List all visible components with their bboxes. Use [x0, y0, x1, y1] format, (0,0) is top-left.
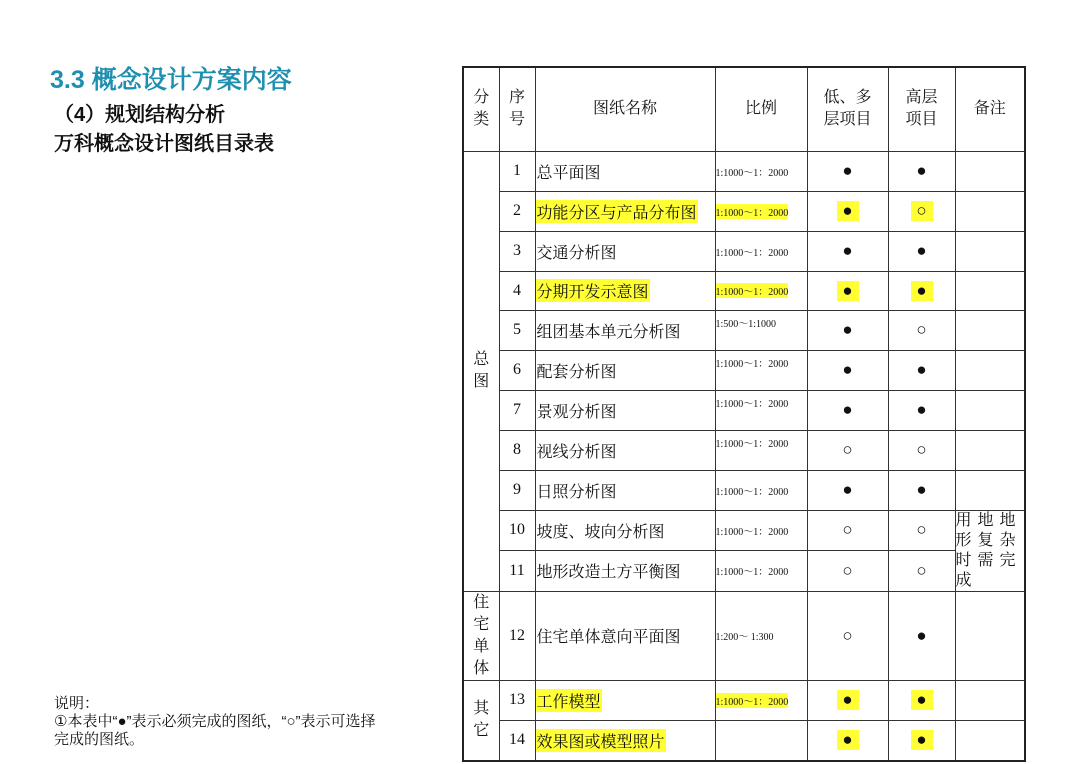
row-number: 10: [499, 510, 535, 550]
drawing-ratio: 1:1000～1：2000: [715, 231, 807, 271]
drawing-name: 效果图或模型照片: [535, 720, 715, 761]
table-row: [463, 310, 1025, 350]
remark-terrain: 用地地形复杂时需完成: [955, 510, 1025, 591]
drawing-ratio: 1:500～1:1000: [715, 310, 807, 350]
high-rise-requirement: ○: [888, 430, 955, 470]
drawing-name: 景观分析图: [535, 390, 715, 430]
table-row: [463, 430, 1025, 470]
remark-cell: [955, 231, 1025, 271]
section-title: 3.3 概念设计方案内容: [50, 66, 292, 94]
row-number: 2: [499, 191, 535, 231]
drawing-name: 配套分析图: [535, 350, 715, 390]
table-row: [463, 151, 1025, 191]
low-rise-requirement: ○: [807, 430, 888, 470]
drawing-name: 工作模型: [535, 680, 715, 720]
drawing-ratio: 1:1000～1：2000: [715, 390, 807, 430]
remark-cell: [955, 720, 1025, 761]
table-row: [463, 231, 1025, 271]
category-master-plan: 总图: [463, 151, 499, 591]
remark-cell: [955, 390, 1025, 430]
remark-cell: [955, 430, 1025, 470]
subtitle-structure-analysis: （4）规划结构分析: [54, 104, 226, 126]
drawing-name: 功能分区与产品分布图: [535, 191, 715, 231]
notes: [54, 695, 454, 749]
low-rise-requirement: ●: [807, 310, 888, 350]
low-rise-requirement: ●: [807, 680, 888, 720]
header-ratio: 比例: [715, 67, 807, 151]
high-rise-requirement: ○: [888, 310, 955, 350]
remark-cell: [955, 591, 1025, 680]
row-number: 14: [499, 720, 535, 761]
low-rise-requirement: ○: [807, 510, 888, 550]
high-rise-requirement: ○: [888, 191, 955, 231]
header-remark: 备注: [955, 67, 1025, 151]
notes-line-1: ①本表中“●”表示必须完成的图纸，“○”表示可选择: [54, 713, 376, 730]
high-rise-requirement: ●: [888, 680, 955, 720]
table-row: [463, 591, 1025, 680]
remark-cell: [955, 151, 1025, 191]
remark-cell: [955, 310, 1025, 350]
remark-cell: [955, 191, 1025, 231]
drawing-name: 总平面图: [535, 151, 715, 191]
row-number: 4: [499, 271, 535, 310]
low-rise-requirement: ○: [807, 550, 888, 591]
drawing-ratio: 1:1000～1：2000: [715, 550, 807, 591]
row-number: 13: [499, 680, 535, 720]
high-rise-requirement: ●: [888, 231, 955, 271]
low-rise-requirement: ●: [807, 191, 888, 231]
low-rise-requirement: ●: [807, 720, 888, 761]
table-row: [463, 390, 1025, 430]
high-rise-requirement: ●: [888, 470, 955, 510]
notes-heading: 说明：: [54, 695, 100, 712]
drawing-ratio: 1:1000～1：2000: [715, 680, 807, 720]
drawing-ratio: 1:1000～1：2000: [715, 191, 807, 231]
drawing-name: 日照分析图: [535, 470, 715, 510]
drawing-ratio: 1:1000～1：2000: [715, 470, 807, 510]
row-number: 9: [499, 470, 535, 510]
high-rise-requirement: ●: [888, 151, 955, 191]
table-row: [463, 191, 1025, 231]
table-row: [463, 510, 1025, 550]
low-rise-requirement: ●: [807, 350, 888, 390]
remark-cell: [955, 271, 1025, 310]
row-number: 11: [499, 550, 535, 591]
drawing-ratio: 1:200～ 1:300: [715, 591, 807, 680]
table-header-row: [463, 67, 1025, 151]
high-rise-requirement: ●: [888, 720, 955, 761]
high-rise-requirement: ○: [888, 550, 955, 591]
high-rise-requirement: ●: [888, 591, 955, 680]
remark-cell: [955, 470, 1025, 510]
notes-line-2: 完成的图纸。: [54, 731, 145, 748]
row-number: 3: [499, 231, 535, 271]
header-category: 分类: [463, 67, 499, 151]
row-number: 7: [499, 390, 535, 430]
remark-cell: [955, 680, 1025, 720]
drawing-ratio: 1:1000～1：2000: [715, 430, 807, 470]
low-rise-requirement: ●: [807, 470, 888, 510]
category-residential-unit: 住宅单体: [463, 591, 499, 680]
drawing-ratio: 1:1000～1：2000: [715, 510, 807, 550]
row-number: 12: [499, 591, 535, 680]
header-name: 图纸名称: [535, 67, 715, 151]
low-rise-requirement: ●: [807, 271, 888, 310]
remark-cell: [955, 350, 1025, 390]
drawing-name: 坡度、坡向分析图: [535, 510, 715, 550]
table-row: [463, 680, 1025, 720]
high-rise-requirement: ●: [888, 350, 955, 390]
high-rise-requirement: ○: [888, 510, 955, 550]
row-number: 1: [499, 151, 535, 191]
row-number: 6: [499, 350, 535, 390]
drawing-name: 视线分析图: [535, 430, 715, 470]
row-number: 5: [499, 310, 535, 350]
drawing-name: 地形改造土方平衡图: [535, 550, 715, 591]
table-row: [463, 470, 1025, 510]
drawing-catalog-table: [462, 66, 1026, 762]
subtitle-catalog-table: 万科概念设计图纸目录表: [54, 133, 274, 155]
table-row: [463, 271, 1025, 310]
category-other: 其它: [463, 680, 499, 761]
drawing-ratio: [715, 720, 807, 761]
drawing-ratio: 1:1000～1：2000: [715, 350, 807, 390]
drawing-name: 组团基本单元分析图: [535, 310, 715, 350]
drawing-ratio: 1:1000～1：2000: [715, 151, 807, 191]
low-rise-requirement: ●: [807, 151, 888, 191]
table-row: [463, 350, 1025, 390]
low-rise-requirement: ●: [807, 231, 888, 271]
table-body: [463, 151, 1025, 761]
drawing-name: 分期开发示意图: [535, 271, 715, 310]
drawing-ratio: 1:1000～1：2000: [715, 271, 807, 310]
high-rise-requirement: ●: [888, 271, 955, 310]
header-number: 序号: [499, 67, 535, 151]
drawing-name: 住宅单体意向平面图: [535, 591, 715, 680]
table-row: [463, 550, 1025, 591]
low-rise-requirement: ●: [807, 390, 888, 430]
low-rise-requirement: ○: [807, 591, 888, 680]
drawing-name: 交通分析图: [535, 231, 715, 271]
high-rise-requirement: ●: [888, 390, 955, 430]
header-low-rise: 低、多层项目: [807, 67, 888, 151]
header-high-rise: 高层项目: [888, 67, 955, 151]
row-number: 8: [499, 430, 535, 470]
table-row: [463, 720, 1025, 761]
